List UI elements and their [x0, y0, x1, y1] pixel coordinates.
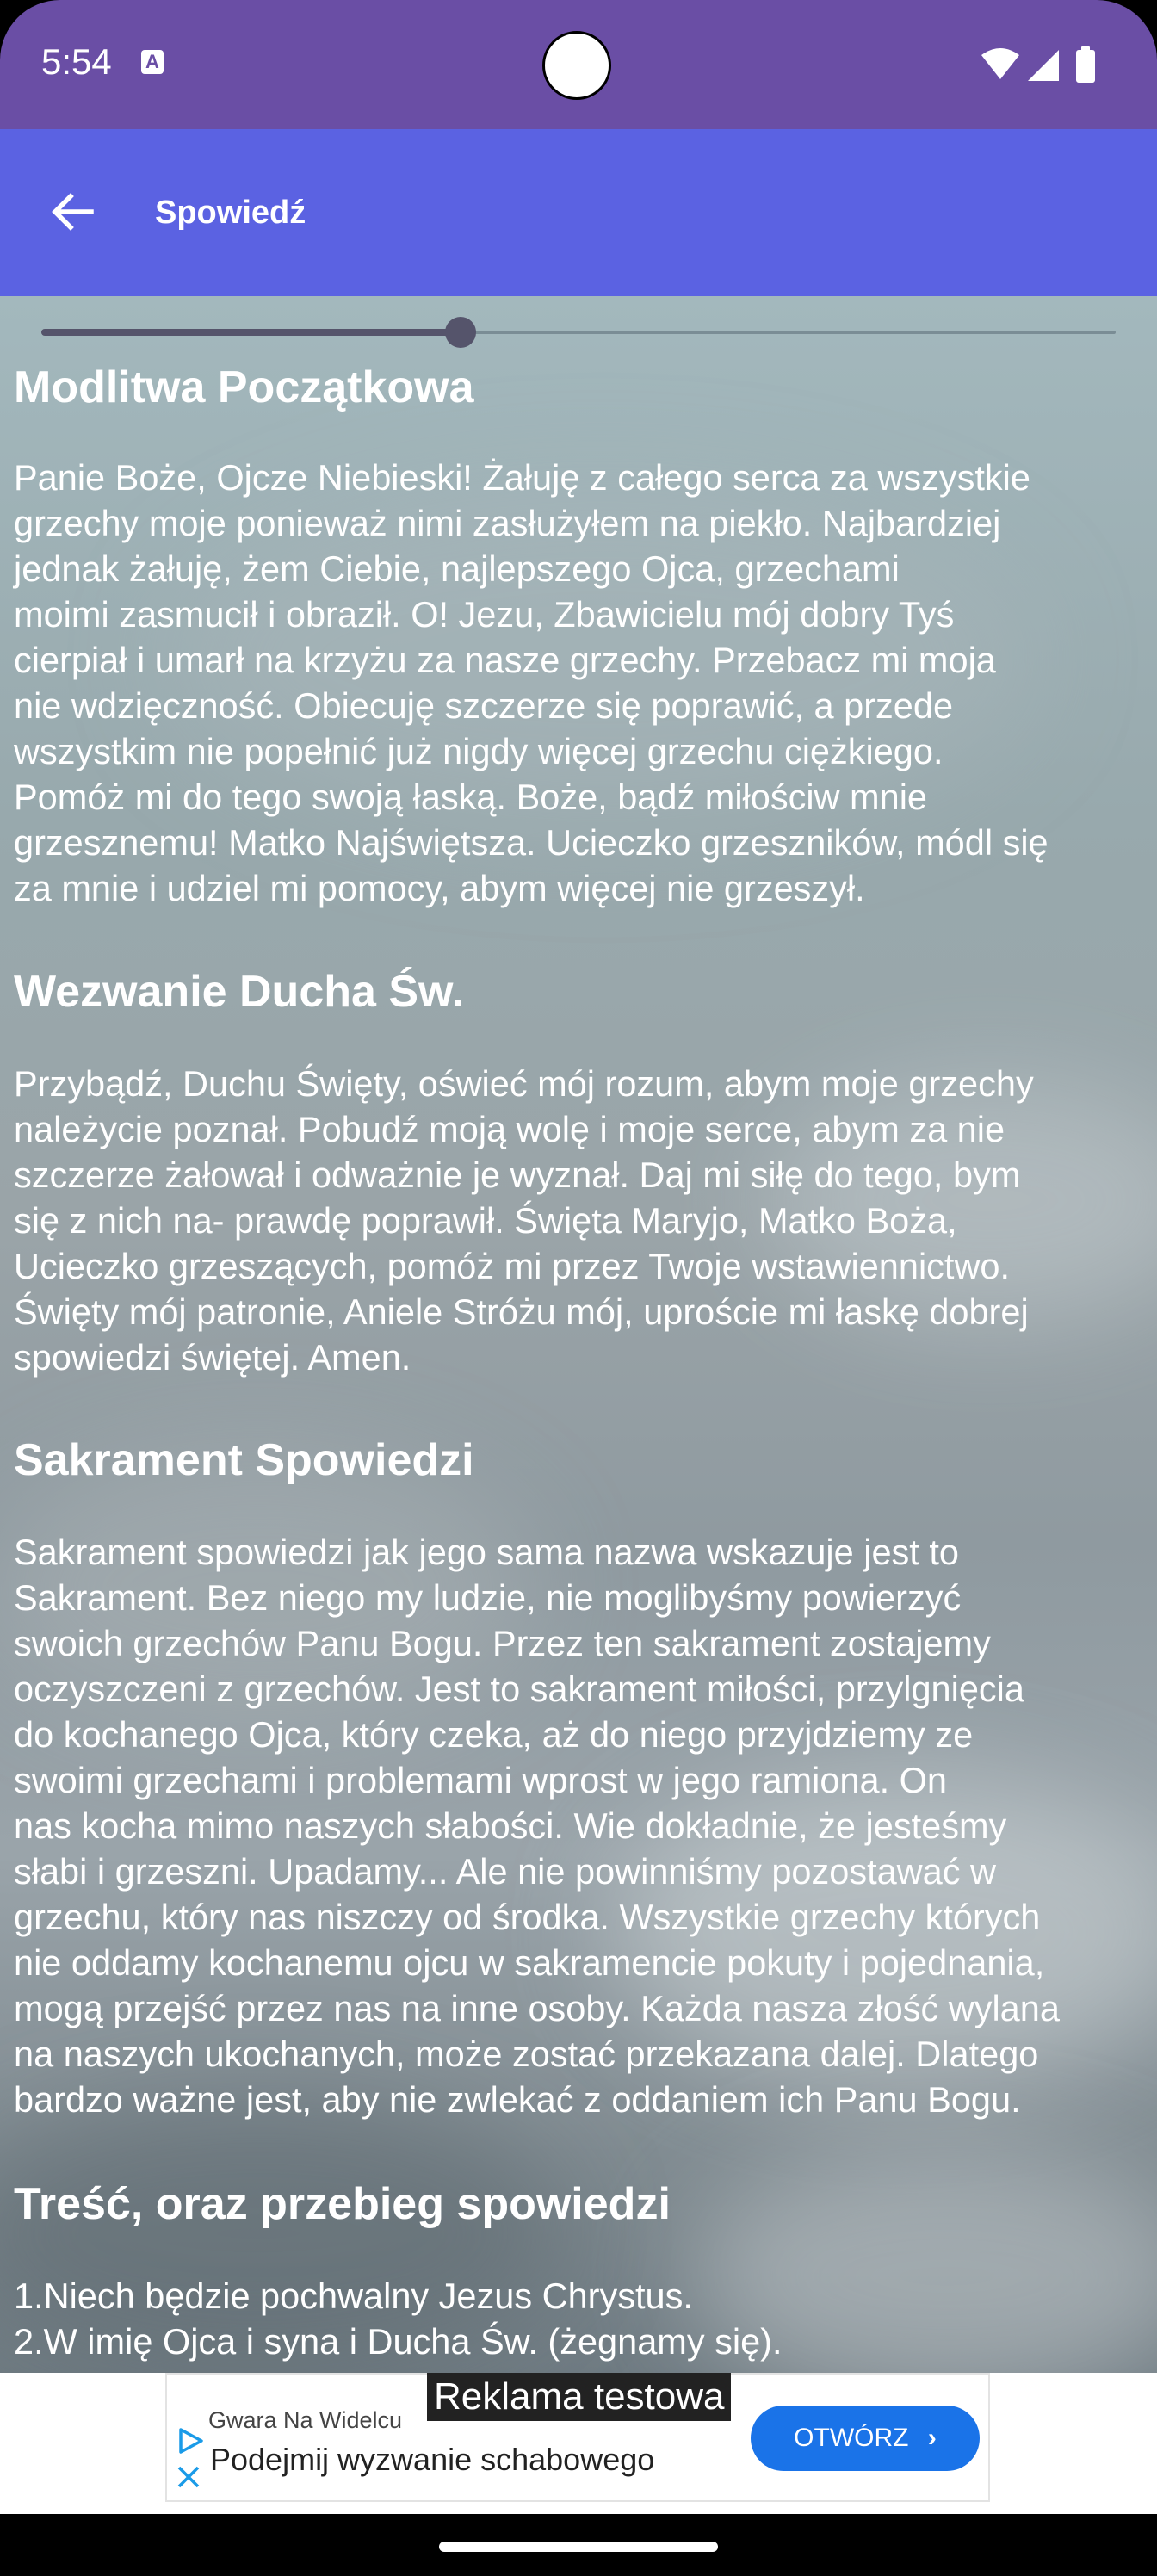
section-body: 1.Niech będzie pochwalny Jezus Chrystus. 2.W imię Ojca i syna i Ducha Św. (żegnamy się).	[14, 2276, 783, 2362]
ad-open-label: OTWÓRZ	[794, 2424, 909, 2452]
ad-open-button[interactable]	[751, 2406, 980, 2471]
status-icons	[978, 45, 1116, 84]
section-body: Przybądź, Duchu Święty, oświeć mój rozum, abym moje grzechy należycie poznał. Pobudź moją wolę i moje serce, abym za nie szczerze żałował i odważnie je wyznał. Daj mi siłę do tego, bym się z nich na- prawdę poprawił. Święta Maryjo, Matko Boża, Ucieczko grzeszących, pomóż mi przez Twoje wstawiennictwo. Święty mój patronie, Aniele Stróżu mój, uproście mi łaskę dobrej spowiedzi świętej. Amen.	[14, 1063, 1034, 1378]
a-icon: A	[141, 50, 164, 74]
section-heading: Modlitwa Początkowa	[14, 362, 474, 412]
ad-banner-area	[0, 2373, 1157, 2514]
ad-test-label: Reklama testowa	[427, 2373, 731, 2421]
ad-advertiser: Gwara Na Widelcu	[208, 2407, 403, 2433]
home-handle[interactable]	[439, 2542, 718, 2552]
text-size-slider[interactable]	[41, 315, 1116, 350]
camera-cutout	[542, 31, 611, 100]
chevron-right-icon: ›	[927, 2424, 937, 2452]
section-heading: Sakrament Spowiedzi	[14, 1435, 474, 1485]
section-heading: Treść, oraz przebieg spowiedzi	[14, 2179, 671, 2229]
page-title: Spowiedź	[155, 195, 306, 231]
ad-headline[interactable]: Podejmij wyzwanie schabowego	[210, 2442, 655, 2477]
signal-icon	[1028, 50, 1059, 81]
navigation-bar	[0, 2514, 1157, 2576]
section-body: Panie Boże, Ojcze Niebieski! Żałuję z całego serca za wszystkie grzechy moje ponieważ nimi zasłużyłem na piekło. Najbardziej jednak żałuję, żem Ciebie, najlepszego Ojca, grzechami moimi zasmucił i obraził. O! Jezu, Zbawicielu mój dobry Tyś cierpiał i umarł na krzyżu za nasze grzechy. Przebacz mi moja nie wdzięczność. Obiecuję szczerze się poprawić, a przede wszystkim nie popełnić już nigdy więcej grzechu ciężkiego. Pomóż mi do tego swoją łaską. Boże, bądź miłościw mnie grzesznemu! Matko Najświętsza. Ucieczko grzeszników, módl się za mnie i udziel mi pomocy, abym więcej nie grzeszył.	[14, 457, 1049, 908]
section-heading: Wezwanie Ducha Św.	[14, 967, 465, 1017]
content-area[interactable]	[0, 296, 1157, 2373]
close-icon[interactable]	[176, 2464, 201, 2490]
status-bar	[0, 0, 1157, 129]
ad-choices-icon[interactable]	[176, 2426, 205, 2455]
battery-icon	[1076, 50, 1095, 83]
slider-thumb[interactable]	[445, 317, 476, 348]
wifi-icon	[981, 48, 1019, 79]
app-bar	[0, 129, 1157, 296]
arrow-left-icon[interactable]	[48, 188, 96, 236]
status-time: 5:54	[41, 41, 112, 82]
section-body: Sakrament spowiedzi jak jego sama nazwa wskazuje jest to Sakrament. Bez niego my ludzie, nie moglibyśmy powierzyć swoich grzechów Panu Bogu. Przez ten sakrament zostajemy oczyszczeni z grzechów. Jest to sakrament miłości, przylgnięcia do kochanego Ojca, który czeka, aż do niego przyjdziemy ze swoimi grzechami i problemami wprost w jego ramiona. On nas kocha mimo naszych słabości. Wie dokładnie, że jesteśmy słabi i grzeszni. Upadamy... Ale nie powinniśmy pozostawać w grzechu, który nas niszczy od środka. Wszystkie grzechy których nie oddamy kochanemu ojcu w sakramencie pokuty i pojednania, mogą przejść przez nas na inne osoby. Każda nasza złość wylana na naszych ukochanych, może zostać przekazana dalej. Dlatego bardzo ważne jest, aby nie zwlekać z oddaniem ich Panu Bogu.	[14, 1532, 1060, 2120]
slider-fill	[41, 329, 461, 336]
